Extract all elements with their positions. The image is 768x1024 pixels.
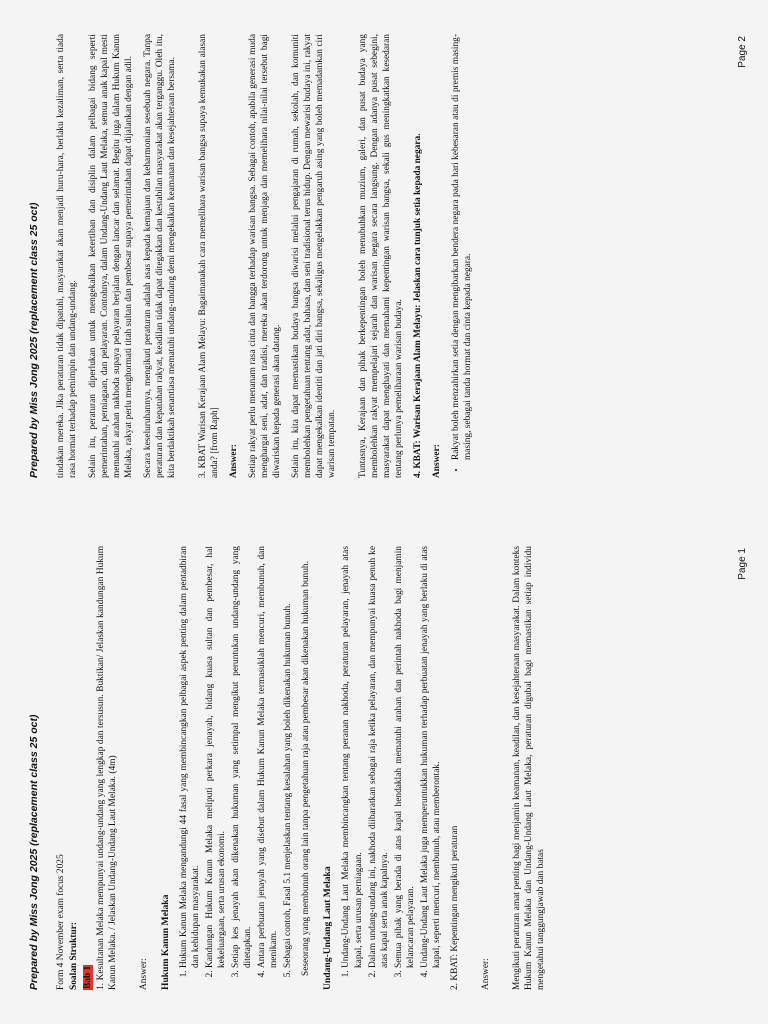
highlight-bab: Bab 1 <box>82 965 93 989</box>
paragraph: Selain itu, kita dapat memastikan budaya bangsa diwarisi melalui pengajaran di rumah, sekolah, dan komuniti membolehkan pengetahuan tentang adat, bahasa, dan seni tradisional terus hidup. Dengan mewarisi budaya ini, rakyat dapat mengekalkan identiti dan jati diri bangsa, sekaligus mengelakkan pengaruh asing yang boleh memadamkan ciri warisan tempatan. <box>290 34 337 478</box>
section-heading-hkm: Hukum Kanun Melaka <box>159 894 171 990</box>
list-item: 4. Undang-Undang Laut Melaka juga memperuntukkan hukuman terhadap perbuatan jenayah yang berlaku di atas kapal, seperti mencuri, membunuh, atau memberontak. <box>419 546 443 968</box>
answer-label: Answer: <box>480 958 491 990</box>
paragraph: Secara keseluruhannya, mengikuti peraturan adalah asas kepada kemajuan dan keharmonian sesebuah negara. Tanpa peraturan dan kepatuhan rakyat, keadilan tidak dapat ditegakkan dan kestabilan masyarakat akan terganggu. Oleh itu, kita berdaktikah senantiasa mematuhi undang-undang demi mengekalkan keamanan dan kesejahteraan bersama. <box>142 34 177 478</box>
list-item: 1. Undang-Undang Laut Melaka membincangkan tentang peranan nakhoda, peraturan pelayaran, jenayah atas kapal, serta urusan perniagaan. <box>340 546 364 968</box>
answer-label: Answer: <box>432 444 443 478</box>
section-heading-ulm: Undang-Undang Laut Melaka <box>322 866 334 990</box>
bullet-list <box>450 34 474 478</box>
intro-line: Form 4 November exam focus 2025 <box>56 854 67 990</box>
hkm-list <box>178 546 294 990</box>
paragraph: tindakan mereka. Jika peraturan tidak dipatuhi, masyarakat akan menjadi huru-hara, berlaku kezaliman, serta tiada rasa hormat terhadap pemimpin dan undang-undang. <box>56 34 79 478</box>
list-item: 3. Setiap kes jenayah akan dikenakan hukuman yang setimpal mengikut peruntukan undang-undang yang ditetapkan. <box>230 546 254 968</box>
paragraph: Mengikuti peraturan amat penting bagi menjamin keamanan, keadilan, dan kesejahteraan masyarakat. Dalam konteks Hukum Kanun Melaka dan Undang-Undang Laut Melaka, peraturan digubal bagi memastikan setiap individu mengetahui tanggungjawab dan batas <box>511 546 546 990</box>
answer-label: Answer: <box>138 958 149 990</box>
answer-label: Answer: <box>228 444 239 478</box>
question-4: 4. KBAT: Warisan Kerajaan Alam Melayu: Jelaskan cara tunjuk setia kepada negara. <box>413 133 424 478</box>
list-item: 2. Dalam undang-undang ini, nakhoda diibaratkan sebagai raja ketika pelayaran, dan mempunyai kuasa penuh ke atas kapal serta anak kapalnya. <box>367 546 391 968</box>
question-2: 2. KBAT: Kepentingan mengikuti peraturan <box>449 825 460 990</box>
list-item: • Rakyat boleh menzahirkan setia dengan mengibarkan bendera negara pada hari kebesaran atau di premis masing-masing, sebagai tanda hormat dan cinta kepada negara. <box>450 34 474 460</box>
question-3: 3. KBAT Warisan Kerajaan Alam Melayu: Bagaimanakah cara memelihara warisan bangsa supaya kemukakan alasan anda? [from Raph] <box>197 34 220 478</box>
page-number: Page 2 <box>737 36 749 68</box>
list-item: 3. Semua pihak yang berada di atas kapal hendaklah mematuhi arahan dan perintah nakhoda bagi menjamin kelancaran pelayaran. <box>393 546 417 968</box>
page-header: Prepared by Miss Jong 2025 (replacement class 25 oct) <box>28 714 40 990</box>
page-1 <box>0 512 768 1024</box>
ulm-list <box>340 546 442 990</box>
list-item: 4. Antara perbuatan jenayah yang disebut dalam Hukum Kanun Melaka termasuklah mencuri, membunuh, dan menikam. <box>256 546 280 968</box>
hkm-note: Seseorang yang membunuh orang lain tanpa pengetahuan raja atau pembesar akan dikenakan hukuman bunuh. <box>301 561 312 976</box>
bab-label <box>82 546 94 990</box>
list-item: 1. Hukum Kanun Melaka mengandungi 44 fasal yang membincangkan pelbagai aspek penting dalam pentadbiran dan kehidupan masyarakat. <box>178 546 202 968</box>
page-header: Prepared by Miss Jong 2025 (replacement class 25 oct) <box>28 202 40 478</box>
list-item: 5. Sebagai contoh, Fasal 5.1 menjelaskan tentang kesalahan yang boleh dikenakan hukuman bunuh. <box>282 546 294 968</box>
page-number: Page 1 <box>737 548 749 580</box>
soalan-label: Soalan Struktur: <box>69 922 80 990</box>
list-item: 2. Kandungan Hukum Kanun Melaka meliputi perkara jenayah, bidang kuasa sultan dan pembesar, hal kekeluargaan, serta urusan ekonomi. <box>204 546 228 968</box>
paragraph: Selain itu, peraturan diperlukan untuk mengekalkan ketertiban dan disiplin dalam pelbagai bidang seperti pemerintahan, perniagaan, dan pelayaran. Contohnya, dalam Undang-Undang Laut Melaka, semua anak kapal mesti mematuhi arahan nakhoda supaya pelayaran berjalan dengan lancar dan selamat. Begitu juga dalam Hukum Kanun Melaka, rakyat perlu menghormati titah sultan dan pembesar supaya pemerintahan dapat dijalankan dengan adil. <box>87 34 134 478</box>
question-1: 1. Kesultanan Melaka mempunyai undang-undang yang lengkap dan tersusun. Buktikan/ Jelaskan kandungan Hukum Kanun Melaka. / Jelaskan Undang-Undang Laut Melaka. (4m) <box>95 546 118 990</box>
paragraph: Tuntasnya, Kerajaan dan pihak berkepentingan boleh menubuhkan muzium, galeri, dan pusat budaya yang membolehkan rakyat mempelajari sejarah dan warisan negara secara langsung. Dengan adanya pusat sebegini, masyarakat dapat menghayati dan memahami kepentingan warisan bangsa, sekali gus meningkatkan kesedaran tentang perlunya pemeliharaan warisan budaya. <box>358 34 405 478</box>
paragraph: Setiap rakyat perlu menanam rasa cinta dan bangga terhadap warisan bangsa. Sebagai contoh, apabila generasi muda menghargai seni, adat, dan tradisi, mereka akan terdorong untuk menjaga dan memelihara nilai-nilai tersebut bagi diwariskan kepada generasi akan datang. <box>247 34 282 478</box>
